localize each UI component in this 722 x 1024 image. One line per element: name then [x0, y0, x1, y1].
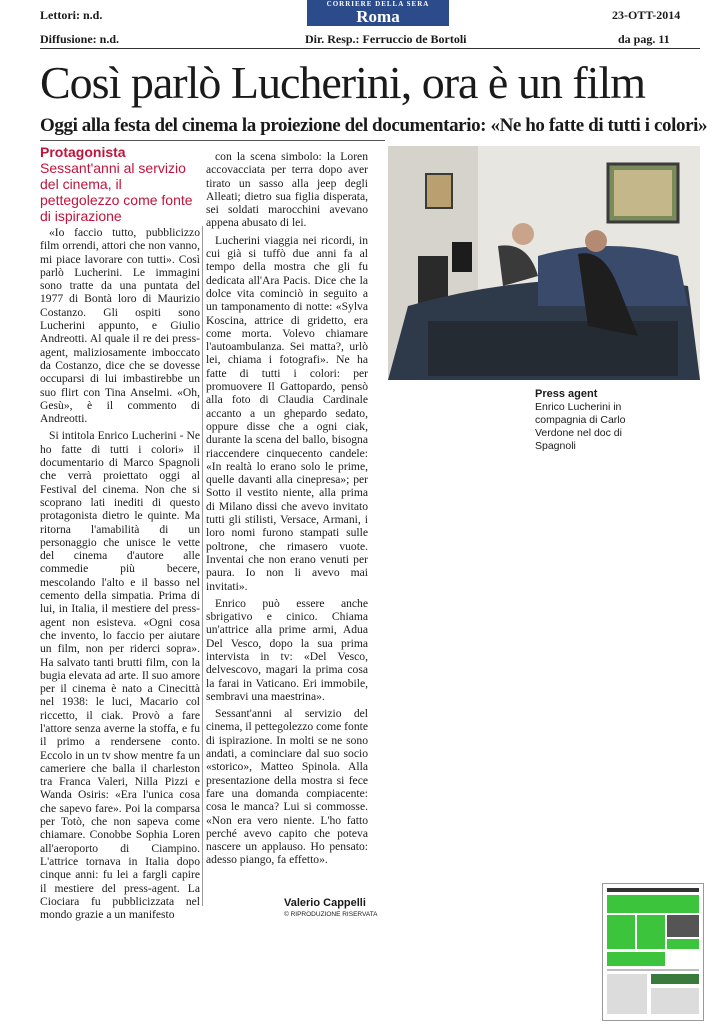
article-column-2 — [206, 150, 368, 871]
headline-rule — [40, 140, 385, 141]
page-thumbnail — [602, 883, 704, 1021]
copyright-note: © RIPRODUZIONE RISERVATA — [284, 911, 378, 918]
page-thumbnail-graphic — [603, 884, 703, 1020]
masthead-city: Roma — [356, 7, 400, 26]
byline: Valerio Cappelli — [284, 897, 366, 909]
paragraph: Sessant'anni al servizio del cinema, il pettegolezzo come fonte di ispirazione. In molti se ne sono andati, a cominciare dal suo socio «storico», Matteo Spinola. Alla presentazione della mostra si fece fare una domanda compiacente: cosa le manca? Lui si commosse. «Non era vero niente. L'ho fatto perché avevo capito che poteva nascere un applauso. Ho pensato: adesso piango, fa effetto». — [206, 707, 368, 867]
paragraph: Si intitola Enrico Lucherini - Ne ho fatte di tutti i colori» il documentario di Marco Spagnoli che verrà proiettato oggi al Festival del cinema. Non che si scoprano lati inediti di questo protagonista dietro le quinte. Ma ritorna l'amabilità di un personaggio che unisce le vette del cinema d'autore alle commedie più becere, mescolando l'alto e il basso nel cemento della simpatia. Prima di lui, in Italia, il mestiere del press-agent non esisteva. «Ogni cosa che invento, lo faccio per aiutare un film, non per riderci sopra». Ha salvato tanti brutti film, con la bugia elevata ad arte. Il suo amore per il cinema è nato a Cinecittà nel 1938: le luci, Macario col riccetto, il ciak. Provò a fare l'attore senza averne la stoffa, e fu il primo a rendersene conto. Eccolo in un tv show mentre fa un cameriere che balla il charleston tra Franca Valeri, Nilla Pizzi e Wanda Osiris: «Era l'unica cosa che sapevo fare». Poi la comparsa per Totò, che non sapeva come chiamare. Conobbe Sophia Loren all'aeroporto di Ciampino. L'attrice tornava in Italia dopo cinque anni: fu lei a fargli capire il mestiere del press-agent. La Ciociara fu pubblicizzata nel mondo grazie a un manifesto — [40, 429, 200, 922]
masthead-publication: CORRIERE DELLA SERA — [326, 0, 430, 8]
paragraph: con la scena simbolo: la Loren accovacciata per terra dopo aver tirato un sasso alla jeep degli Alleati; dietro sua figlia disperata, sei soldati marocchini avevano appena abusato di lei. — [206, 150, 368, 230]
photo-illustration — [388, 146, 700, 380]
header-rule — [40, 48, 700, 49]
column-divider — [202, 226, 203, 906]
director-label: Dir. Resp.: Ferruccio de Bortoli — [305, 32, 467, 46]
distribution-label: Diffusione: n.d. — [40, 32, 120, 46]
caption-title: Press agent — [535, 388, 598, 400]
paragraph: Enrico può essere anche sbrigativo e cinico. Chiama un'attrice alla prime armi, Adua Del Vesco, dopo la sua prima intervista in tv: «Del Vesco, delvescovo, magari la prima cosa la farai in Vaticano. Eri immobile, sembravi una maestrina». — [206, 596, 368, 703]
readers-label: Lettori: n.d. — [40, 8, 103, 22]
masthead — [307, 0, 449, 26]
subheadline: Oggi alla festa del cinema la proiezione del documentario: «Ne ho fatte di tutti i colori» — [40, 115, 708, 136]
page-reference: da pag. 11 — [618, 32, 670, 46]
paragraph: Lucherini viaggia nei ricordi, in cui già si tuffò due anni fa al tempo della mostra che gli fu dedicata all'Ara Pacis. Dice che la dolce vita cominciò in seguito a un tamponamento di notte: «Sylva Koscina, attrice di gridetto, era come morta. Volevo chiamare l'autoambulanza. Sei matta?, urlò lei, chiama i fotografi». Ne ha fatte di tutti i colori: per promuovere Il Gattopardo, pensò alla foto di Claudia Cardinale accanto a un ghepardo sedato, oppure disse che a ogni ciak, durante la scena del ballo, bisogna riaccendere cinquecento candele: «In realtà lo erano solo le prime, quelle davanti alla cinepresa»; per Sotto il vestito niente, alla prima di Milano dissi che avevo invitato tutti gli stilisti, Versace, Armani, i loro nomi furono stampati sulle poltrone, che rimasero vuote. Inventai che non erano venuti per paura. Io non li avevo mai invitati». — [206, 233, 368, 593]
article-photo — [388, 146, 700, 380]
article-column-1 — [40, 226, 200, 925]
caption-text: Enrico Lucherini in compagnia di Carlo Verdone nel doc di Spagnoli — [535, 401, 626, 452]
deck: Sessant'anni al servizio del cinema, il pettegolezzo come fonte di ispirazione — [40, 160, 193, 224]
kicker: Protagonista — [40, 144, 126, 160]
headline: Così parlò Lucherini, ora è un film — [40, 57, 646, 108]
paragraph: «Io faccio tutto, pubblicizzo film orrendi, attori che non vanno, mi piace lavorare con tutti». Così parlò Lucherini. Le immagini sono tratte da una puntata del 1977 di Bontà loro di Maurizio Costanzo. Gli ospiti sono Lucherini appunto, e Giulio Andreotti. Al quale il re dei press-agent, maliziosamente imboccato da Costanzo, dice che se dovesse occuparsi di lui imbastirebbe un suo flirt con Tina Anselmi. «Oh, Gesù», è il commento di Andreotti. — [40, 226, 200, 426]
date-label: 23-OTT-2014 — [612, 8, 681, 22]
